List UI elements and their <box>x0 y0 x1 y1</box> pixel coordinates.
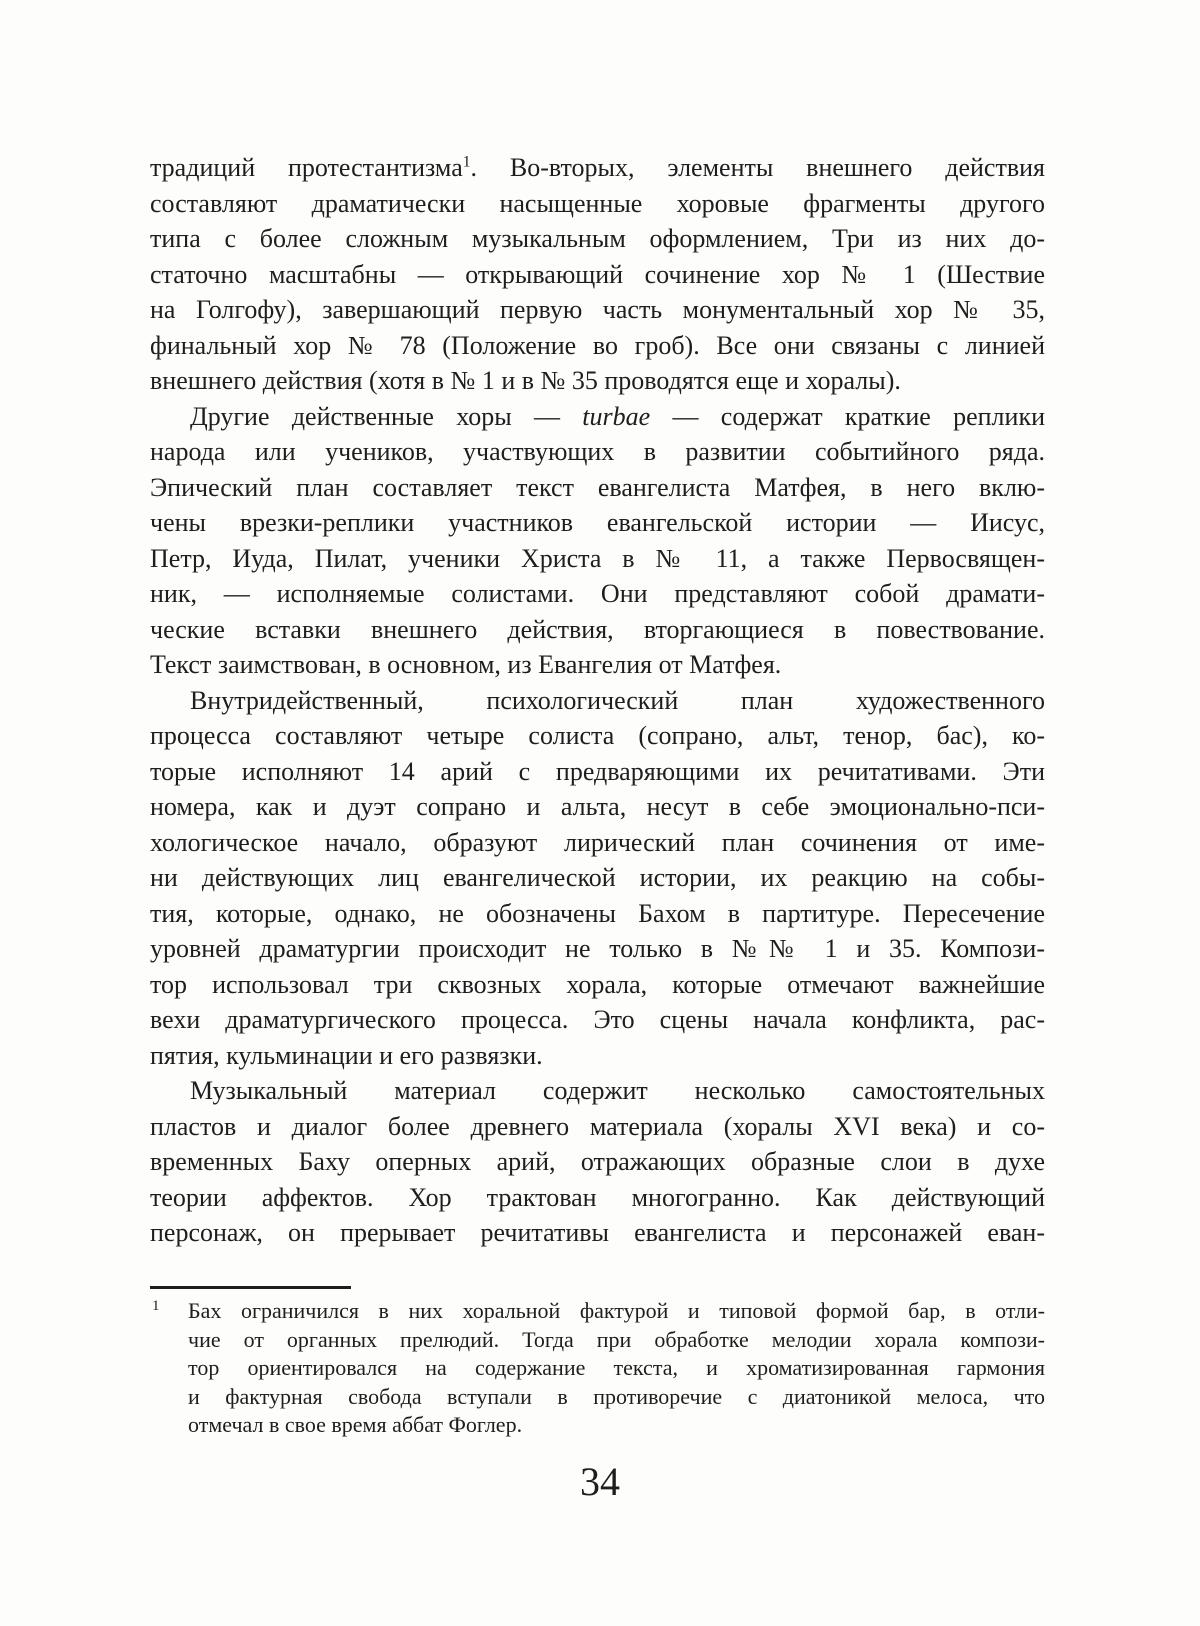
text-line <box>150 825 1045 861</box>
text-line <box>150 1109 1045 1145</box>
paragraph <box>150 683 1045 1074</box>
text-line <box>150 754 1045 790</box>
text-line <box>150 434 1045 470</box>
text-segment: чие от органных прелюдий. Тогда при обработке мелодии хорала компози- <box>188 1326 1045 1352</box>
footnote-line <box>188 1411 1045 1440</box>
text-segment: финальный хор № 78 (Положение во гроб). Все они связаны с линией <box>150 330 1045 360</box>
text-segment: тор использовал три сквозных хорала, которые отмечают важнейшие <box>150 969 1045 999</box>
text-segment: типа с более сложным музыкальным оформлением, Три из них до- <box>150 224 1045 253</box>
text-segment: теории аффектов. Хор трактован многогранно. Как действующий <box>150 1182 1045 1212</box>
text-segment: Внутридейственный, психологический план художественного <box>190 685 1045 715</box>
footnote-text <box>188 1297 1045 1440</box>
text-line <box>150 541 1045 577</box>
text-line <box>150 647 1045 683</box>
text-line <box>150 931 1045 967</box>
text-line <box>150 576 1045 612</box>
text-segment: номера, как и дуэт сопрано и альта, несут в себе эмоционально-пси- <box>150 792 1045 821</box>
text-line <box>150 683 1045 719</box>
text-segment: и фактурная свобода вступали в противоречие с диатоникой мелоса, что <box>188 1383 1045 1409</box>
text-segment: . Во-вторых, элементы внешнего действия <box>470 153 1045 182</box>
text-segment: составляют драматически насыщенные хоровые фрагменты другого <box>150 188 1045 218</box>
text-segment: пятия, кульминации и его развязки. <box>150 1040 543 1070</box>
text-line <box>150 1002 1045 1038</box>
body-text <box>150 150 1045 1251</box>
text-line <box>150 1073 1045 1109</box>
text-segment: Текст заимствован, в основном, из Евангелия от Матфея. <box>150 650 782 679</box>
text-segment: Петр, Иуда, Пилат, ученики Христа в № 11, а также Первосвящен- <box>150 543 1045 573</box>
text-segment: уровней драматургии происходит не только в №№ 1 и 35. Компози- <box>150 934 1045 963</box>
text-segment: процесса составляют четыре солиста (сопрано, альт, тенор, бас), ко- <box>150 721 1045 750</box>
text-line <box>150 789 1045 825</box>
text-segment: ни действующих лиц евангелической истории, их реакцию на собы- <box>150 863 1045 892</box>
text-segment: Другие действенные хоры — <box>190 401 583 431</box>
text-line <box>150 292 1045 328</box>
text-segment: ческие вставки внешнего действия, вторгающиеся в повествование. <box>150 614 1045 644</box>
text-segment: временных Баху оперных арий, отражающих образные слои в духе <box>150 1147 1045 1176</box>
text-line <box>150 328 1045 364</box>
text-segment: персонаж, он прерывает речитативы евангелиста и персонажей еван- <box>150 1218 1045 1247</box>
text-segment: тор ориентировался на содержание текста, и хроматизированная гармония <box>188 1355 1045 1381</box>
text-segment: традиций протестантизма <box>150 153 463 182</box>
text-segment: тия, которые, однако, не обозначены Бахом в партитуре. Пересечение <box>150 898 1045 928</box>
text-segment: отмечал в свое время аббат Фоглер. <box>188 1412 523 1438</box>
text-line <box>150 1144 1045 1180</box>
text-segment: чены врезки-реплики участников евангельской истории — Иисус, <box>150 508 1045 537</box>
text-line <box>150 399 1045 435</box>
footnote-line <box>188 1354 1045 1383</box>
footnote-line <box>188 1383 1045 1412</box>
text-segment: Эпический план составляет текст евангелиста Матфея, в него вклю- <box>150 472 1045 502</box>
paragraph <box>150 150 1045 399</box>
text-segment: — содержат краткие реплики <box>650 401 1045 431</box>
text-segment: пластов и диалог более древнего материала (хоралы XVI века) и со- <box>150 1111 1045 1141</box>
text-line <box>150 470 1045 506</box>
text-segment: внешнего действия (хотя в № 1 и в № 35 проводятся еще и хоралы). <box>150 366 901 395</box>
page-number: 34 <box>580 1459 620 1504</box>
text-line <box>150 1180 1045 1216</box>
footnote-reference-superscript: 1 <box>462 153 471 171</box>
text-line <box>150 363 1045 399</box>
text-segment: народа или учеников, участвующих в развитии событийного ряда. <box>150 437 1045 466</box>
text-line <box>150 257 1045 293</box>
text-line <box>150 896 1045 932</box>
paragraph <box>150 399 1045 683</box>
text-line <box>150 505 1045 541</box>
text-segment: торые исполняют 14 арий с предваряющими их речитативами. Эти <box>150 756 1045 786</box>
text-segment: Бах ограничился в них хоральной фактурой и типовой формой бар, в отли- <box>188 1298 1045 1323</box>
text-line <box>150 221 1045 257</box>
text-line <box>150 612 1045 648</box>
text-segment: вехи драматургического процесса. Это сцены начала конфликта, рас- <box>150 1005 1045 1034</box>
text-segment: на Голгофу), завершающий первую часть монументальный хор № 35, <box>150 295 1045 324</box>
paragraph <box>150 1073 1045 1251</box>
italic-term: turbae <box>582 401 651 431</box>
text-line <box>150 1215 1045 1251</box>
text-segment: хологическое начало, образуют лирический план сочинения от име- <box>150 827 1045 857</box>
text-line <box>150 1038 1045 1074</box>
footnote-line <box>188 1326 1045 1355</box>
footnote-marker: 1 <box>152 1298 160 1314</box>
text-line <box>150 150 1045 186</box>
text-line <box>150 718 1045 754</box>
footnote-line <box>188 1297 1045 1326</box>
text-segment: статочно масштабны — открывающий сочинение хор № 1 (Шествие <box>150 259 1045 289</box>
text-line <box>150 186 1045 222</box>
text-line <box>150 860 1045 896</box>
text-segment: Музыкальный материал содержит несколько самостоятельных <box>190 1076 1045 1105</box>
text-line <box>150 967 1045 1003</box>
text-segment: ник, — исполняемые солистами. Они представляют собой драмати- <box>150 579 1045 608</box>
footnote-separator-rule <box>150 1286 351 1289</box>
